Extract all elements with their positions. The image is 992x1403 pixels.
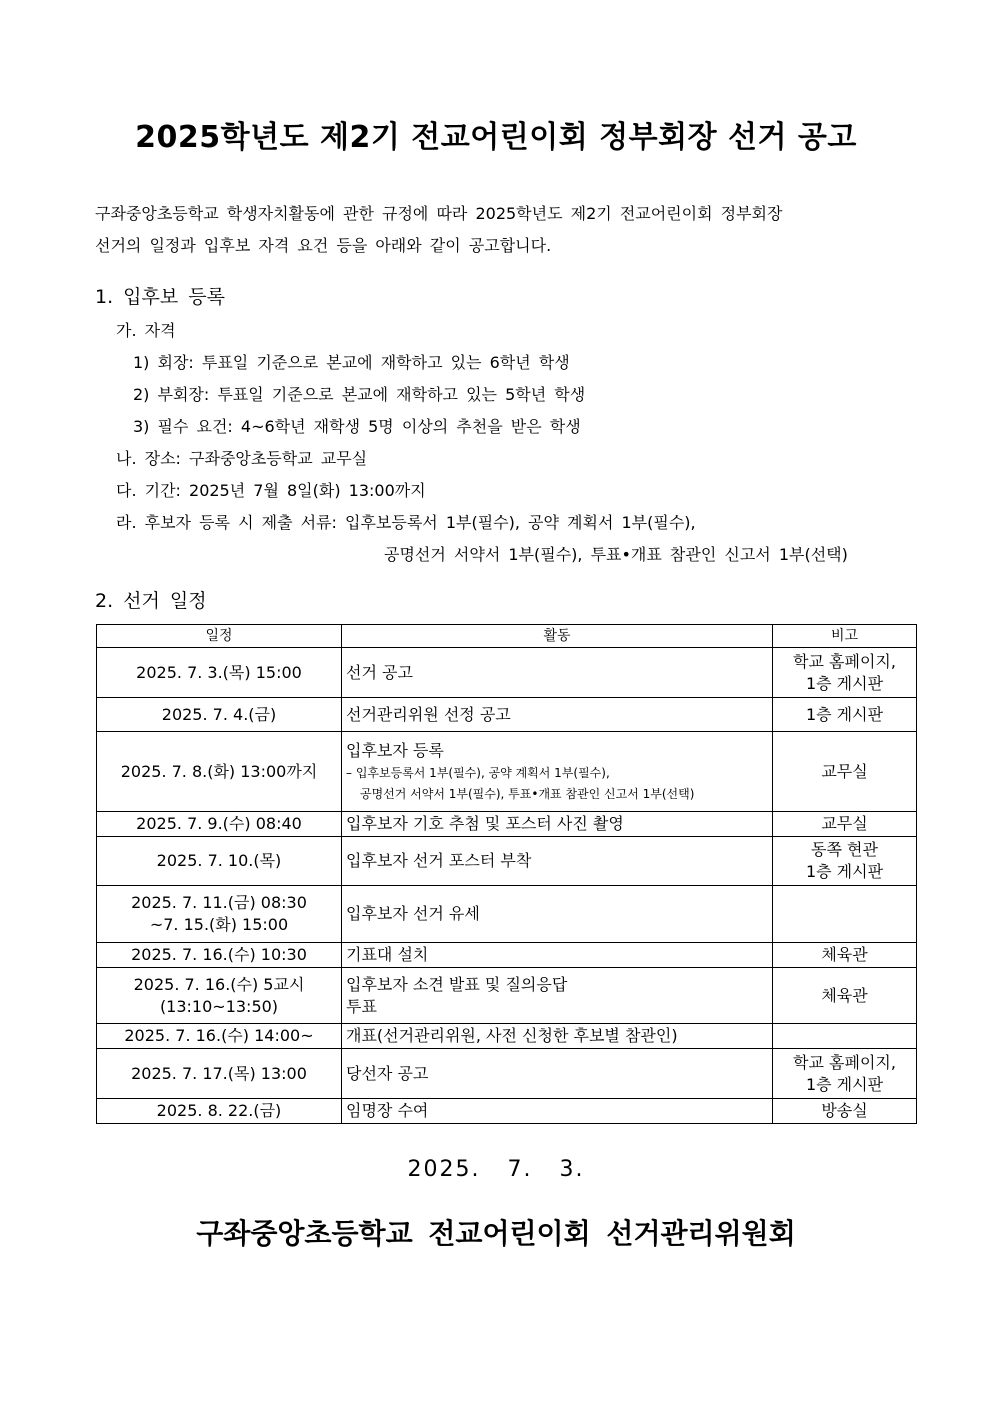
header-note: 비고 bbox=[773, 625, 917, 648]
qualification-item-2: 2) 부회장: 투표일 기준으로 본교에 재학하고 있는 5학년 학생 bbox=[133, 385, 586, 404]
table-row bbox=[97, 1024, 917, 1049]
row-date: 2025. 7. 16.(수) 10:30 bbox=[97, 943, 342, 968]
row-activity: 입후보자 기호 추첨 및 포스터 사진 촬영 bbox=[342, 812, 773, 837]
row-note-line: 학교 홈페이지, bbox=[793, 651, 896, 671]
header-date: 일정 bbox=[97, 625, 342, 648]
row-note: 교무실 bbox=[773, 812, 917, 837]
table-row bbox=[97, 837, 917, 886]
row-date: 2025. 8. 22.(금) bbox=[97, 1099, 342, 1124]
table-header-row bbox=[97, 625, 917, 648]
row-note bbox=[773, 1024, 917, 1049]
row-note bbox=[773, 886, 917, 943]
row-date-line: 2025. 7. 16.(수) 5교시 bbox=[133, 974, 305, 994]
table-row bbox=[97, 886, 917, 943]
row-note: 체육관 bbox=[773, 943, 917, 968]
row-activity: 기표대 설치 bbox=[342, 943, 773, 968]
row-activity bbox=[342, 732, 773, 812]
row-date bbox=[97, 968, 342, 1024]
row-activity-line: 입후보자 소견 발표 및 질의응답 bbox=[346, 974, 568, 994]
issuing-organization: 구좌중앙초등학교 전교어린이회 선거관리위원회 bbox=[196, 1217, 796, 1250]
intro-line-2: 선거의 일정과 입후보 자격 요건 등을 아래와 같이 공고합니다. bbox=[95, 236, 552, 255]
row-activity bbox=[342, 968, 773, 1024]
row-note-line: 동쪽 현관 bbox=[811, 840, 878, 859]
row-date: 2025. 7. 10.(목) bbox=[97, 837, 342, 886]
row-activity: 임명장 수여 bbox=[342, 1099, 773, 1124]
table-row bbox=[97, 968, 917, 1024]
table-row bbox=[97, 648, 917, 698]
row-note bbox=[773, 837, 917, 886]
row-date-line: 2025. 7. 11.(금) 08:30 bbox=[131, 893, 307, 912]
row-note-line: 1층 게시판 bbox=[805, 673, 884, 693]
table-row bbox=[97, 1049, 917, 1099]
table-row bbox=[97, 1099, 917, 1124]
row-date-line: ~7. 15.(화) 15:00 bbox=[149, 915, 289, 934]
header-activity: 활동 bbox=[342, 625, 773, 648]
place-item: 나. 장소: 구좌중앙초등학교 교무실 bbox=[116, 449, 368, 468]
section-2-heading: 2. 선거 일정 bbox=[95, 590, 207, 612]
row-note-line: 1층 게시판 bbox=[805, 1074, 884, 1094]
row-date: 2025. 7. 9.(수) 08:40 bbox=[97, 812, 342, 837]
row-activity-detail: – 입후보등록서 1부(필수), 공약 계획서 1부(필수), bbox=[346, 765, 610, 780]
row-note bbox=[773, 648, 917, 698]
row-date bbox=[97, 886, 342, 943]
row-activity: 입후보자 선거 유세 bbox=[342, 886, 773, 943]
qualification-item-3: 3) 필수 요건: 4~6학년 재학생 5명 이상의 추천을 받은 학생 bbox=[133, 417, 581, 436]
row-activity: 선거관리위원 선정 공고 bbox=[342, 698, 773, 732]
row-activity-detail: 공명선거 서약서 1부(필수), 투표•개표 참관인 신고서 1부(선택) bbox=[360, 786, 695, 801]
table-row bbox=[97, 812, 917, 837]
section-1-heading: 1. 입후보 등록 bbox=[95, 286, 225, 308]
table-row bbox=[97, 732, 917, 812]
period-item: 다. 기간: 2025년 7월 8일(화) 13:00까지 bbox=[116, 481, 426, 500]
row-activity-line: 투표 bbox=[346, 996, 377, 1016]
row-date: 2025. 7. 17.(목) 13:00 bbox=[97, 1049, 342, 1099]
row-date: 2025. 7. 8.(화) 13:00까지 bbox=[97, 732, 342, 812]
intro-paragraph bbox=[95, 198, 905, 262]
row-note: 1층 게시판 bbox=[773, 698, 917, 732]
row-activity-line: 입후보자 등록 bbox=[346, 740, 444, 760]
row-date: 2025. 7. 4.(금) bbox=[97, 698, 342, 732]
qualification-item-1: 1) 회장: 투표일 기준으로 본교에 재학하고 있는 6학년 학생 bbox=[133, 353, 570, 372]
document-title: 2025학년도 제2기 전교어린이회 정부회장 선거 공고 bbox=[135, 120, 857, 155]
row-note-line: 학교 홈페이지, bbox=[793, 1052, 896, 1072]
row-note-line: 1층 게시판 bbox=[805, 862, 884, 881]
intro-line-1: 구좌중앙초등학교 학생자치활동에 관한 규정에 따라 2025학년도 제2기 전교어린이회 정부회장 bbox=[95, 204, 783, 223]
row-note: 방송실 bbox=[773, 1099, 917, 1124]
schedule-table bbox=[96, 624, 917, 1124]
qualification-heading: 가. 자격 bbox=[116, 321, 176, 340]
row-activity: 당선자 공고 bbox=[342, 1049, 773, 1099]
table-row bbox=[97, 943, 917, 968]
row-date: 2025. 7. 3.(목) 15:00 bbox=[97, 648, 342, 698]
documents-item: 라. 후보자 등록 시 제출 서류: 입후보등록서 1부(필수), 공약 계획서 1부(필수), bbox=[116, 513, 696, 532]
row-activity: 개표(선거관리위원, 사전 신청한 후보별 참관인) bbox=[342, 1024, 773, 1049]
row-activity: 입후보자 선거 포스터 부착 bbox=[342, 837, 773, 886]
row-note: 교무실 bbox=[773, 732, 917, 812]
row-note bbox=[773, 1049, 917, 1099]
row-date: 2025. 7. 16.(수) 14:00~ bbox=[97, 1024, 342, 1049]
documents-item-continued: 공명선거 서약서 1부(필수), 투표•개표 참관인 신고서 1부(선택) bbox=[384, 545, 848, 564]
table-row bbox=[97, 698, 917, 732]
announcement-date: 2025. 7. 3. bbox=[407, 1157, 585, 1182]
row-note: 체육관 bbox=[773, 968, 917, 1024]
row-date-line: (13:10~13:50) bbox=[159, 996, 279, 1016]
row-activity: 선거 공고 bbox=[342, 648, 773, 698]
